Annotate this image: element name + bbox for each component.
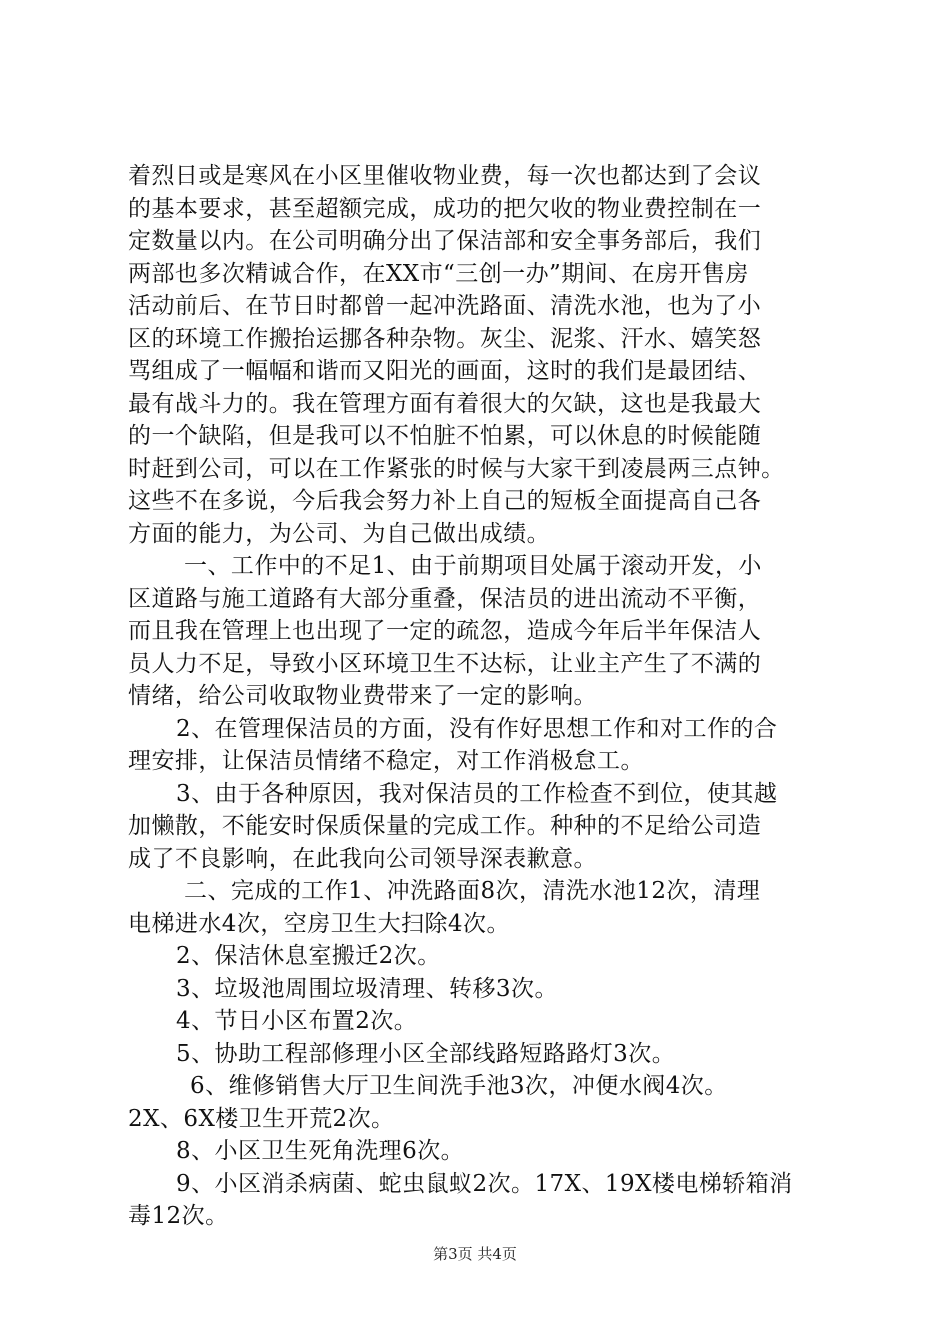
text-line: 区道路与施工道路有大部分重叠，保洁员的进出流动不平衡， (128, 585, 762, 612)
text-line: 两部也多次精诚合作，在XX市“三创一办”期间、在房开售房 (128, 260, 749, 287)
text-line: 而且我在管理上也出现了一定的疏忽，造成今年后半年保洁人 (128, 618, 762, 644)
text-line: 着烈日或是寒风在小区里催收物业费，每一次也都达到了会议 (128, 163, 762, 189)
text-line: 加懒散，不能安时保质保量的完成工作。种种的不足给公司造 (128, 813, 762, 839)
text-line: 区的环境工作搬抬运挪各种杂物。灰尘、泥浆、汗水、嬉笑怒 (128, 325, 762, 352)
list-item-line: 8、小区卫生死角洗理6次。 (176, 1138, 465, 1164)
list-item-line: 4、节日小区布置2次。 (176, 1008, 418, 1034)
text-line: 方面的能力，为公司、为自己做出成绩。 (128, 520, 551, 547)
text-line: 员人力不足，导致小区环境卫生不达标，让业主产生了不满的 (128, 650, 762, 677)
list-item-line: 3、垃圾池周围垃圾清理、转移3次。 (176, 975, 558, 1002)
text-line: 骂组成了一幅幅和谐而又阳光的画面，这时的我们是最团结、 (128, 358, 762, 384)
text-line: 情绪，给公司收取物业费带来了一定的影响。 (128, 683, 597, 709)
text-line: 2X、6X楼卫生开荒2次。 (128, 1105, 395, 1132)
list-item-line: 5、协助工程部修理小区全部线路短路路灯3次。 (176, 1040, 676, 1067)
page-footer: 第3页 共4页 (433, 1245, 517, 1263)
list-item-line: 2、保洁休息室搬迁2次。 (176, 943, 441, 969)
body-text (128, 160, 828, 1233)
list-item-line: 9、小区消杀病菌、蛇虫鼠蚁2次。17X、19X楼电梯轿箱消 (176, 1170, 793, 1197)
text-line: 的一个缺陷，但是我可以不怕脏不怕累，可以休息的时候能随 (128, 423, 762, 449)
section-heading-line: 一、工作中的不足1、由于前期项目处属于滚动开发，小 (184, 553, 762, 579)
text-line: 成了不良影响，在此我向公司领导深表歉意。 (128, 845, 597, 872)
text-line: 的基本要求，甚至超额完成，成功的把欠收的物业费控制在一 (128, 195, 762, 222)
text-line: 最有战斗力的。我在管理方面有着很大的欠缺，这也是我最大 (128, 390, 762, 417)
text-line: 时赶到公司，可以在工作紧张的时候与大家干到凌晨两三点钟。 (128, 455, 785, 482)
text-line: 电梯进水4次，空房卫生大扫除4次。 (128, 910, 510, 937)
list-item-line: 2、在管理保洁员的方面，没有作好思想工作和对工作的合 (176, 715, 778, 742)
list-item-line: 6、维修销售大厅卫生间洗手池3次，冲便水阀4次。 (190, 1073, 728, 1099)
list-item-line: 3、由于各种原因，我对保洁员的工作检查不到位，使其越 (176, 780, 778, 807)
text-line: 活动前后、在节日时都曾一起冲洗路面、清洗水池，也为了小 (128, 293, 762, 319)
text-line: 理安排，让保洁员情绪不稳定，对工作消极怠工。 (128, 748, 644, 774)
section-heading-line: 二、完成的工作1、冲洗路面8次，清洗水池12次，清理 (184, 878, 761, 904)
text-line: 毒12次。 (128, 1203, 229, 1229)
text-line: 定数量以内。在公司明确分出了保洁部和安全事务部后，我们 (128, 228, 762, 254)
text-line: 这些不在多说，今后我会努力补上自己的短板全面提高自己各 (128, 488, 762, 514)
